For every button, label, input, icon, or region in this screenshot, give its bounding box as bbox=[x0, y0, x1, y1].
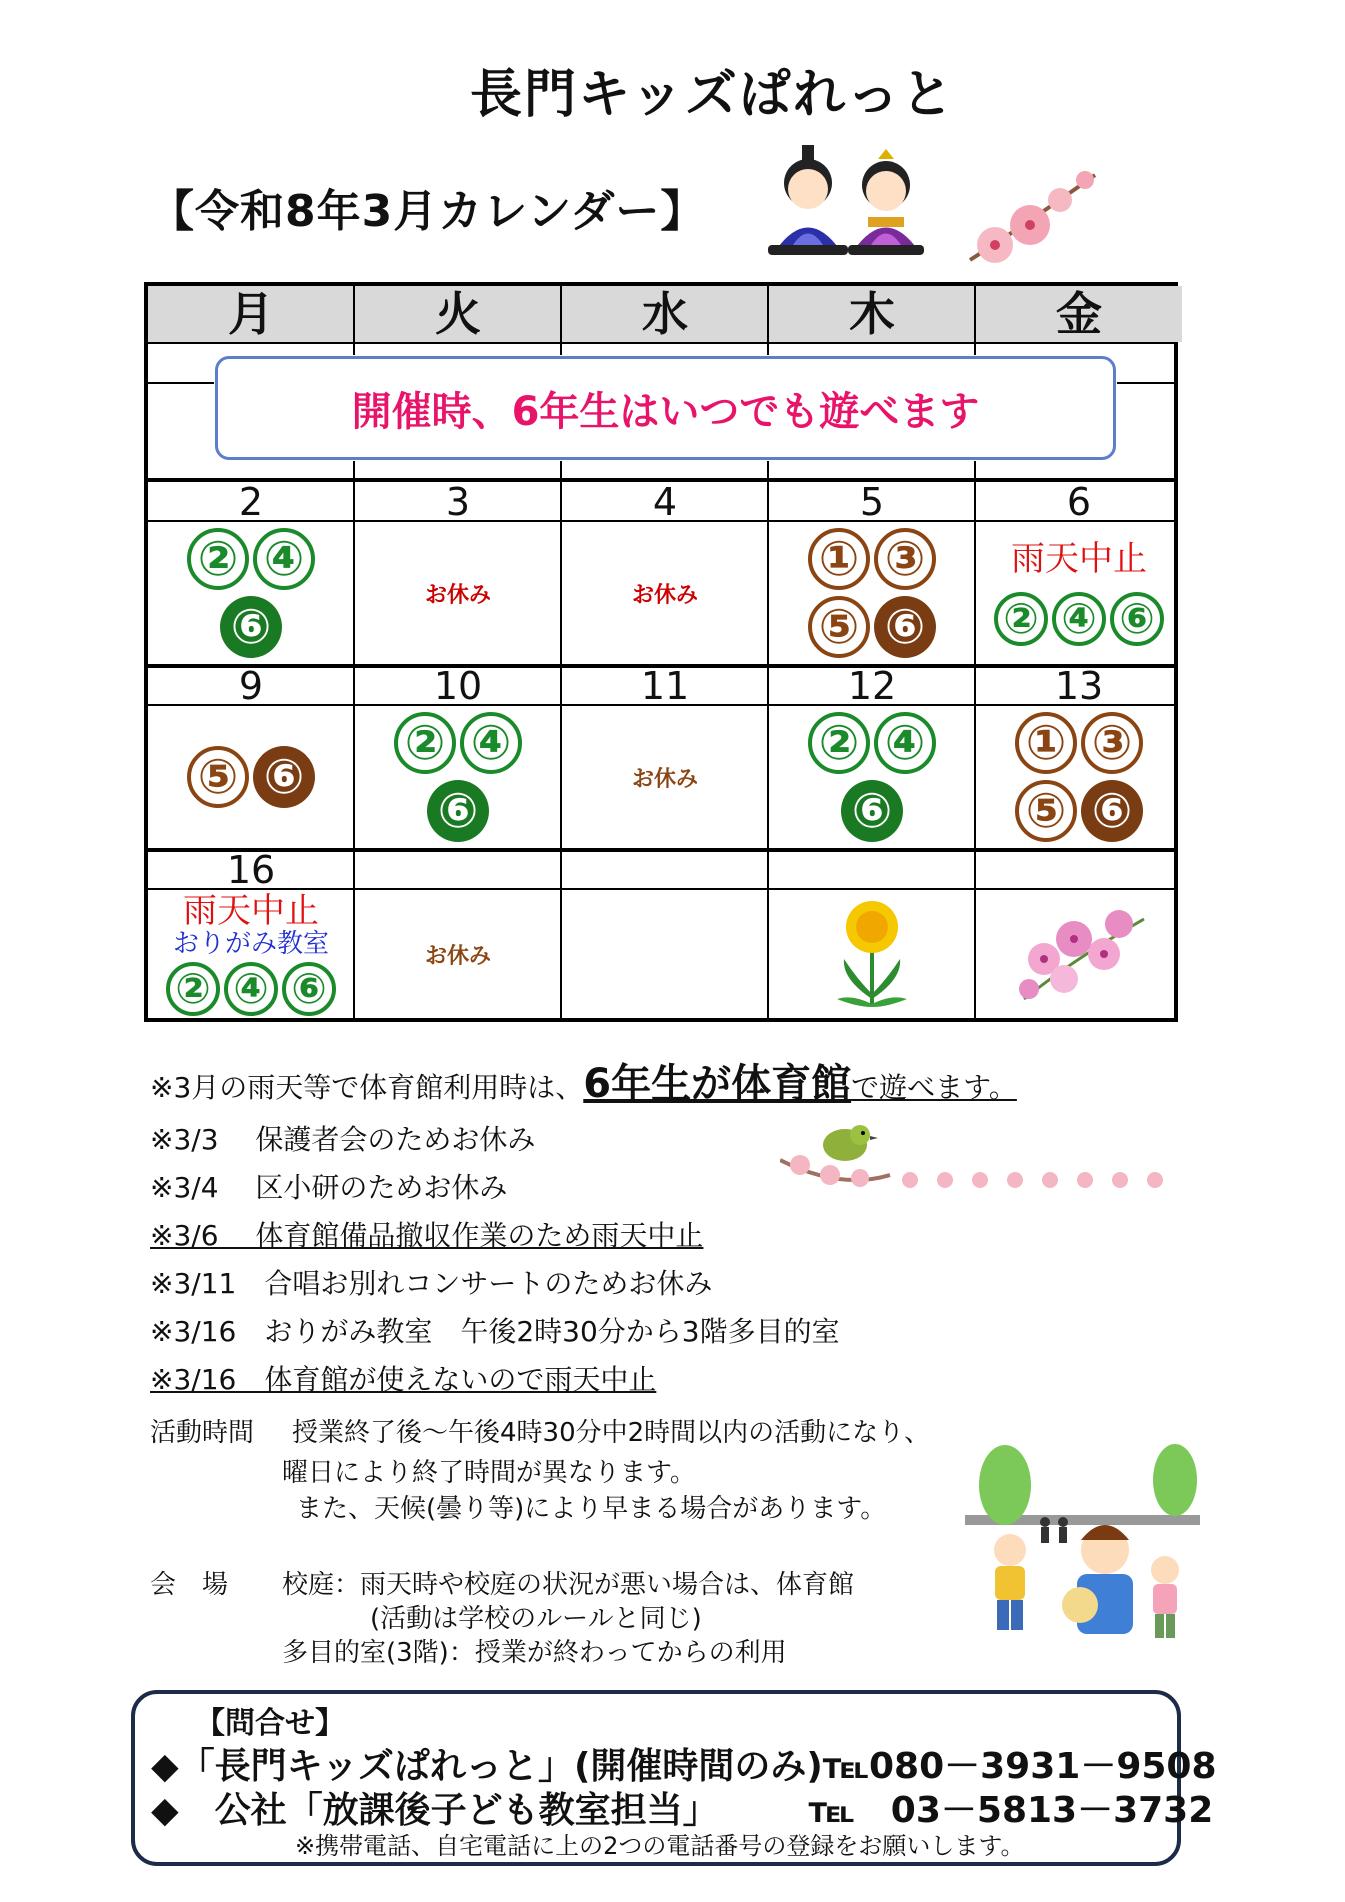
note-item: ※3/6 体育館備品撤収作業のため雨天中止 bbox=[150, 1219, 704, 1252]
closed-label: お休み bbox=[424, 943, 491, 969]
bird-on-branch-icon bbox=[780, 1120, 1190, 1200]
date-4: 4 bbox=[652, 480, 678, 524]
grade-3-mark: ③ bbox=[1081, 712, 1143, 774]
weekday-wed: 水 bbox=[562, 286, 768, 342]
date-5: 5 bbox=[859, 480, 885, 524]
weekday-mon: 月 bbox=[148, 286, 354, 342]
grade-6-mark: ⑥ bbox=[220, 596, 282, 658]
grade-2-mark: ② bbox=[994, 592, 1048, 646]
date-13: 13 bbox=[1054, 664, 1104, 708]
cell-11 bbox=[562, 706, 768, 848]
closed-label: お休み bbox=[424, 582, 491, 608]
activity-line: 授業終了後～午後4時30分中2時間以内の活動になり、 bbox=[292, 1418, 931, 1448]
page-title: 長門キッズぱれっと bbox=[470, 65, 955, 125]
date-9: 9 bbox=[238, 664, 264, 708]
venue-line: 校庭：雨天時や校庭の状況が悪い場合は、体育館 bbox=[282, 1570, 855, 1600]
grade-6-mark: ⑥ bbox=[874, 596, 936, 658]
grade-6-mark: ⑥ bbox=[1110, 592, 1164, 646]
grade-5-mark: ⑤ bbox=[1015, 780, 1077, 842]
weekday-tue: 火 bbox=[355, 286, 561, 342]
date-2: 2 bbox=[238, 480, 264, 524]
children-playing-illustration bbox=[965, 1440, 1200, 1660]
weekday-thu: 木 bbox=[769, 286, 975, 342]
date-16: 16 bbox=[226, 848, 276, 892]
contact-box bbox=[131, 1690, 1217, 1866]
cell-13 bbox=[976, 706, 1182, 848]
cell-2 bbox=[148, 522, 354, 664]
grade-3-mark: ③ bbox=[874, 528, 936, 590]
gym-note-pre: ※3月の雨天等で体育館利用時は、 bbox=[150, 1071, 584, 1104]
odairi-doll-icon bbox=[768, 145, 848, 255]
note-item: ※3/11 合唱お別れコンサートのためお休み bbox=[150, 1267, 713, 1300]
venue-line: (活動は学校のルールと同じ) bbox=[370, 1604, 702, 1634]
grade-4-mark: ④ bbox=[224, 962, 278, 1016]
date-12: 12 bbox=[847, 664, 897, 708]
grade-5-mark: ⑤ bbox=[187, 746, 249, 808]
grade-4-mark: ④ bbox=[253, 528, 315, 590]
grade-1-mark: ① bbox=[808, 528, 870, 590]
closed-label: お休み bbox=[631, 582, 698, 608]
grade-5-mark: ⑤ bbox=[808, 596, 870, 658]
calendar-heading: 【令和8年3月カレンダー】 bbox=[150, 186, 706, 237]
date-11: 11 bbox=[640, 664, 690, 708]
cell-4 bbox=[562, 522, 768, 664]
ohina-doll-icon bbox=[848, 149, 924, 255]
note-item: ※3/3 保護者会のためお休み bbox=[150, 1123, 536, 1156]
grade-6-mark: ⑥ bbox=[282, 962, 336, 1016]
venue-line: 多目的室(3階)：授業が終わってからの利用 bbox=[282, 1638, 787, 1668]
contact-label: 【問合せ】 bbox=[195, 1706, 345, 1741]
grade-4-mark: ④ bbox=[874, 712, 936, 774]
date-3: 3 bbox=[445, 480, 471, 524]
grade-2-mark: ② bbox=[166, 962, 220, 1016]
grade-2-mark: ② bbox=[808, 712, 870, 774]
cell-3 bbox=[355, 522, 561, 664]
gym-note-highlight: 6年生が体育館 bbox=[583, 1061, 852, 1107]
cell-12 bbox=[769, 706, 975, 848]
sixth-grade-banner: 開催時、6年生はいつでも遊べます bbox=[215, 356, 1116, 460]
cell-16 bbox=[148, 890, 354, 1018]
cell-17 bbox=[355, 890, 561, 1018]
closed-label: お休み bbox=[631, 766, 698, 792]
grade-4-mark: ④ bbox=[1052, 592, 1106, 646]
plum-blossom-icon bbox=[965, 165, 1105, 275]
grade-2-mark: ② bbox=[187, 528, 249, 590]
rain-cancel-label: 雨天中止 bbox=[183, 891, 319, 931]
weekday-fri: 金 bbox=[976, 286, 1182, 342]
cell-6 bbox=[976, 522, 1182, 664]
activity-line: また、天候(曇り等)により早まる場合があります。 bbox=[296, 1494, 887, 1524]
grade-6-mark: ⑥ bbox=[1081, 780, 1143, 842]
contact-note: ※携帯電話、自宅電話に上の2つの電話番号の登録をお願いします。 bbox=[295, 1832, 1025, 1860]
note-item: ※3/16 体育館が使えないので雨天中止 bbox=[150, 1363, 657, 1396]
grade-6-mark: ⑥ bbox=[841, 780, 903, 842]
grade-6-mark: ⑥ bbox=[427, 780, 489, 842]
hina-dolls-illustration bbox=[768, 145, 938, 260]
gym-note bbox=[150, 1052, 1017, 1109]
contact-line-palette: ◆「長門キッズぱれっと」(開催時間のみ)℡080－3931－9508 bbox=[151, 1746, 1217, 1787]
pink-flowers-icon bbox=[1004, 899, 1154, 1009]
grade-4-mark: ④ bbox=[460, 712, 522, 774]
grade-2-mark: ② bbox=[394, 712, 456, 774]
cell-5 bbox=[769, 522, 975, 664]
grade-1-mark: ① bbox=[1015, 712, 1077, 774]
cell-9 bbox=[148, 706, 354, 848]
venue-label: 会 場 bbox=[150, 1570, 229, 1600]
activity-line: 曜日により終了時間が異なります。 bbox=[282, 1458, 696, 1488]
rain-cancel-label: 雨天中止 bbox=[1011, 539, 1147, 579]
dandelion-cell bbox=[769, 890, 975, 1018]
grade-6-mark: ⑥ bbox=[253, 746, 315, 808]
gym-note-post: で遊べます。 bbox=[851, 1071, 1017, 1104]
note-item: ※3/16 おりがみ教室 午後2時30分から3階多目的室 bbox=[150, 1315, 840, 1348]
contact-line-office: ◆ 公社「放課後子ども教室担当」 ℡ 03－5813－3732 bbox=[151, 1790, 1214, 1831]
dandelion-icon bbox=[832, 899, 912, 1009]
cell-10 bbox=[355, 706, 561, 848]
date-10: 10 bbox=[433, 664, 483, 708]
activity-label: 活動時間 bbox=[150, 1418, 255, 1448]
flower-cell bbox=[976, 890, 1182, 1018]
date-6: 6 bbox=[1066, 480, 1092, 524]
origami-class-label: おりがみ教室 bbox=[172, 929, 329, 959]
note-item: ※3/4 区小研のためお休み bbox=[150, 1171, 508, 1204]
